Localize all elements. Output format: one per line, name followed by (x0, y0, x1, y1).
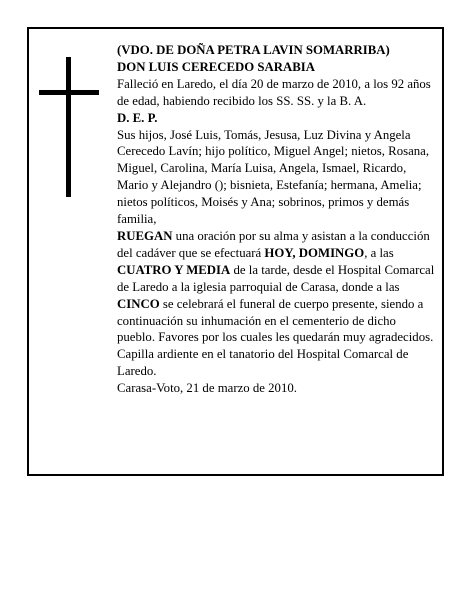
request-text-3: de la tarde, desde el Hospital Comarcal de Laredo a la iglesia parroquial de Carasa, donde a las (117, 262, 435, 294)
time-text: CUATRO Y MEDIA (117, 262, 231, 277)
sacraments-line: de edad, habiendo recibido los SS. SS. y la B. A. (117, 93, 367, 108)
cinco-text: CINCO (117, 296, 160, 311)
heading-line-1: (VDO. DE DOÑA PETRA LAVIN SOMARRIBA) (117, 43, 390, 57)
hoy-domingo-text: HOY, DOMINGO (264, 245, 365, 260)
notice-text (117, 42, 435, 397)
deceased-name: DON LUIS CERECEDO SARABIA (117, 59, 316, 74)
ruegan-text: RUEGAN (117, 228, 173, 243)
rip-line: D. E. P. (117, 110, 158, 125)
obituary-notice (27, 27, 444, 476)
request-text-1: una oración por su alma y asistan a la conducción del cadáver que se efectuará (117, 228, 430, 260)
family-paragraph: Sus hijos, José Luis, Tomás, Jesusa, Luz Divina y Angela Cerecedo Lavín; hijo político, Miguel Angel; nietos, Rosana, Miguel, Carolina, María Luisa, Angela, Ismael, Ricardo, Mario y Alejandro (); bisnieta, Estefanía; hermana, Amelia; nietos políticos, Moisés y Ana; sobrinos, primos y demás familia, (117, 127, 430, 227)
request-text-4: se celebrará el funeral de cuerpo presente, siendo a continuación su inhumación en el cementerio de dicho pueblo. Favores por los cuales les quedarán muy agradecidos. Capilla ardiente en el tanatorio del Hospital Comarcal de Laredo. (117, 296, 434, 379)
request-paragraph (117, 228, 435, 380)
cross-icon (39, 57, 99, 197)
place-date-line: Carasa-Voto, 21 de marzo de 2010. (117, 381, 297, 396)
cross-horizontal-bar (39, 90, 99, 95)
request-text-2: , a las (364, 245, 394, 260)
death-line: Falleció en Laredo, el día 20 de marzo de 2010, a los 92 años (117, 76, 431, 91)
cross-vertical-bar (66, 57, 71, 197)
